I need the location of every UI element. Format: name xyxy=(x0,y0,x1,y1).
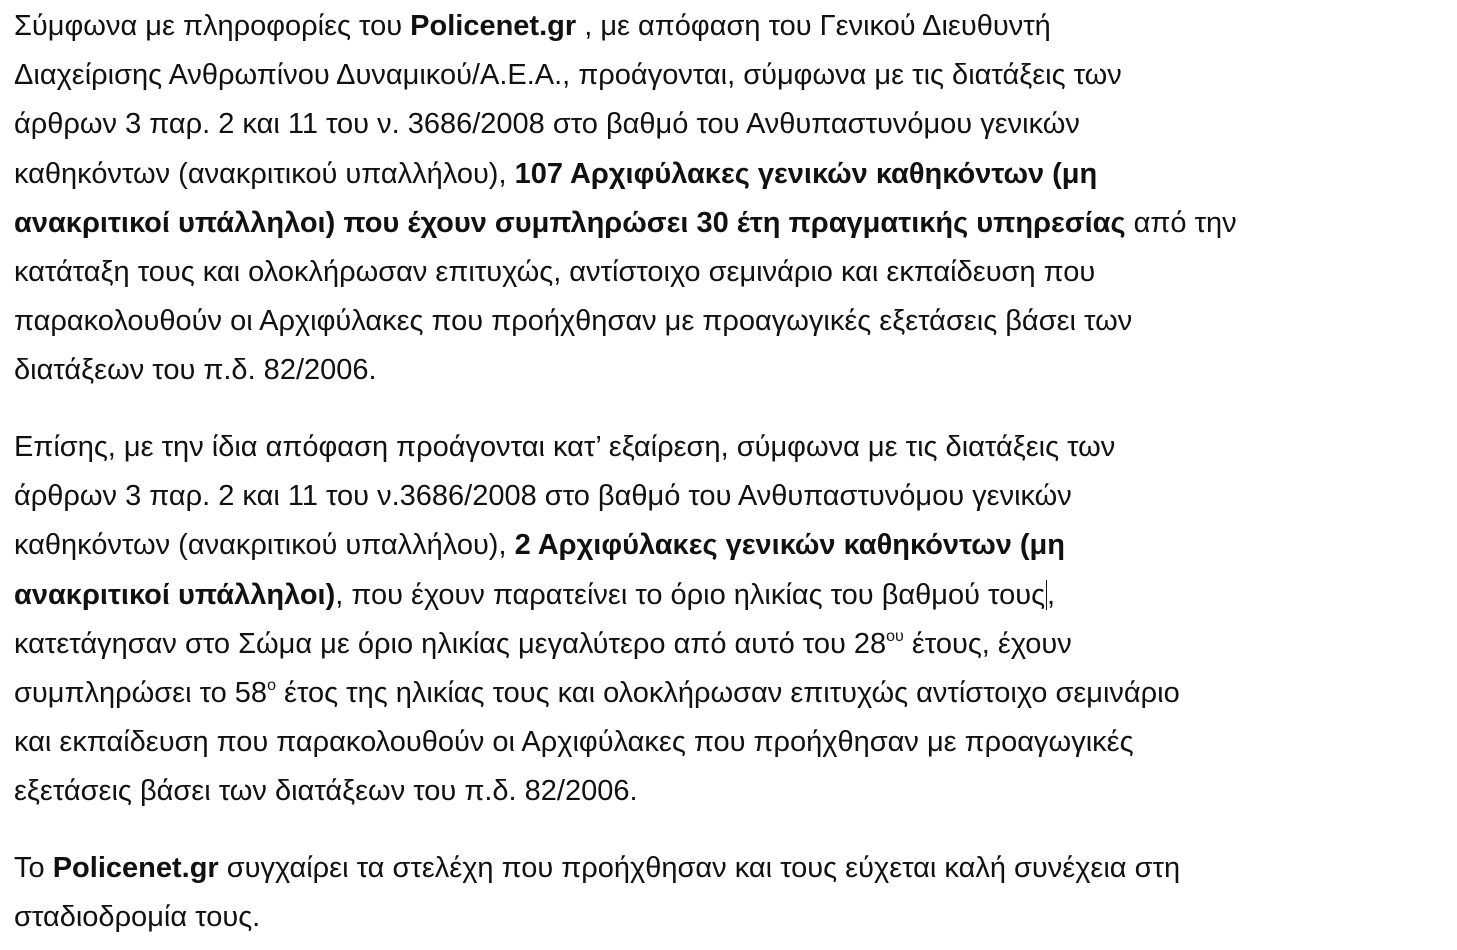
superscript: ου xyxy=(886,627,904,645)
superscript: ο xyxy=(267,677,276,695)
policenet-bold: Policenet.gr xyxy=(410,10,577,42)
paragraph-congratulations xyxy=(14,844,1444,942)
text-run: καθηκόντων (ανακριτικού υπαλλήλου), xyxy=(14,529,515,562)
text-run: έτους, έχουν xyxy=(903,627,1072,660)
paragraph-promotion-2 xyxy=(14,423,1444,817)
text-line xyxy=(14,2,1444,51)
text-line xyxy=(14,844,1444,893)
text-line xyxy=(14,521,1444,570)
text-run: Το xyxy=(14,852,53,884)
text-line: εξετάσεις βάσει των διατάξεων του π.δ. 82/2006. xyxy=(14,775,638,808)
text-line xyxy=(14,669,1444,718)
text-line: σταδιοδρομία τους. xyxy=(14,901,261,934)
text-run: καθηκόντων (ανακριτικού υπαλλήλου), xyxy=(14,157,515,190)
text-line: Επίσης, με την ίδια απόφαση προάγονται κατ’ εξαίρεση, σύμφωνα με τις διατάξεις των xyxy=(14,431,1116,463)
text-run: συγχαίρει τα στελέχη που προήχθησαν και τους εύχεται καλή συνέχεια στη xyxy=(218,852,1181,884)
text-line: παρακολουθούν οι Αρχιφύλακες που προήχθησαν με προαγωγικές εξετάσεις βάσει των xyxy=(14,305,1133,338)
bold-run: 2 Αρχιφύλακες γενικών καθηκόντων (μη xyxy=(514,529,1065,562)
text-run: έτος της ηλικίας τους και ολοκλήρωσαν επιτυχώς αντίστοιχο σεμινάριο xyxy=(275,677,1180,710)
text-line: και εκπαίδευση που παρακολουθούν οι Αρχιφύλακες που προήχθησαν με προαγωγικές xyxy=(14,726,1134,759)
text-run: συμπληρώσει το 58 xyxy=(14,677,268,710)
text-line xyxy=(14,620,1444,669)
bold-run: ανακριτικοί υπάλληλοι) xyxy=(14,578,336,611)
text-run: , xyxy=(1047,578,1056,611)
bold-run: ανακριτικοί υπάλληλοι) που έχουν συμπληρώσει 30 έτη πραγματικής υπηρεσίας xyxy=(14,206,1126,239)
text-line: κατάταξη τους και ολοκλήρωσαν επιτυχώς, αντίστοιχο σεμινάριο και εκπαίδευση που xyxy=(14,256,1096,289)
policenet-bold: Policenet.gr xyxy=(52,852,219,884)
paragraph-promotion-107 xyxy=(14,2,1444,396)
text-run: , με απόφαση του Γενικού Διευθυντή xyxy=(576,10,1051,42)
bold-run: 107 Αρχιφύλακες γενικών καθηκόντων (μη xyxy=(514,157,1098,190)
text-line xyxy=(14,199,1444,248)
text-run: από την xyxy=(1125,206,1237,239)
text-run: , που έχουν παρατείνει το όριο ηλικίας του βαθμού τους xyxy=(335,578,1046,611)
text-run: κατετάγησαν στο Σώμα με όριο ηλικίας μεγαλύτερο από αυτό του 28 xyxy=(14,627,887,660)
text-line: διατάξεων του π.δ. 82/2006. xyxy=(14,354,377,387)
text-line: άρθρων 3 παρ. 2 και 11 του ν. 3686/2008 στο βαθμό του Ανθυπαστυνόμου γενικών xyxy=(14,108,1080,141)
text-line xyxy=(14,150,1444,199)
text-line: άρθρων 3 παρ. 2 και 11 του ν.3686/2008 στο βαθμό του Ανθυπαστυνόμου γενικών xyxy=(14,480,1072,513)
text-line: Διαχείρισης Ανθρωπίνου Δυναμικού/Α.Ε.Α., προάγονται, σύμφωνα με τις διατάξεις των xyxy=(14,59,1122,92)
text-line xyxy=(14,571,1444,620)
text-run: Σύμφωνα με πληροφορίες του xyxy=(14,10,411,42)
